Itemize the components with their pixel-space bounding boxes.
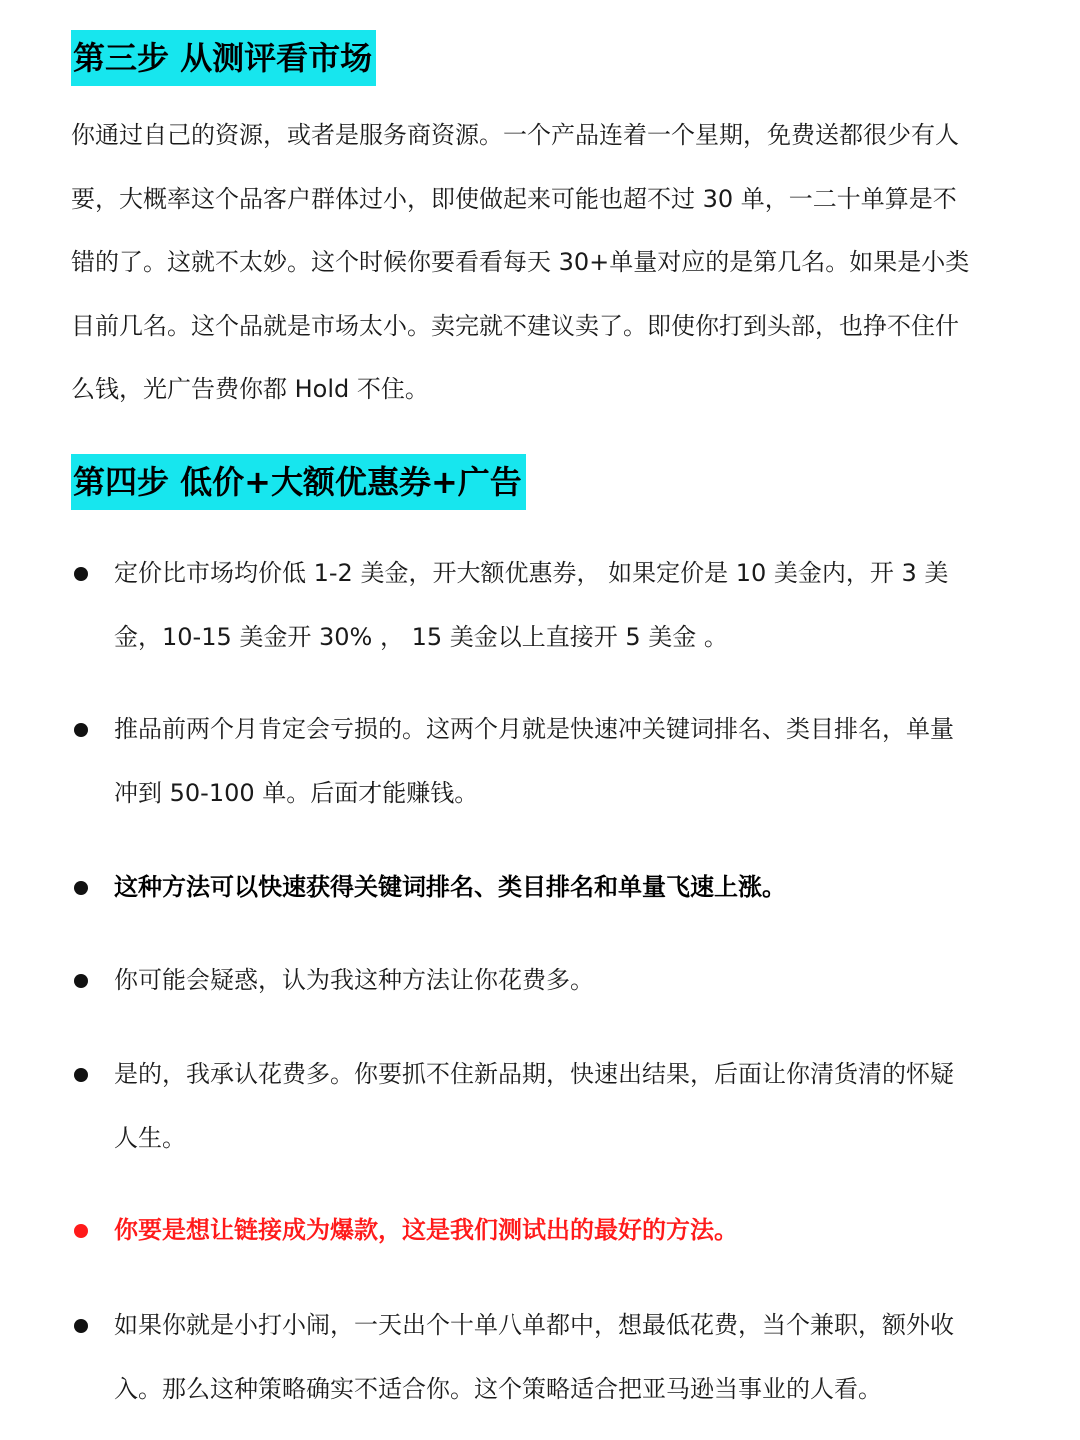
bullet-dot-icon — [74, 1319, 88, 1333]
bullet-text: 这种方法可以快速获得关键词排名、类目排名和单量飞速上涨。 — [114, 873, 786, 901]
bullet-text: 定价比市场均价低 1-2 美金，开大额优惠券， 如果定价是 10 美金内，开 3 美金，10-15 美金开 30% ， 15 美金以上直接开 5 美金 。 — [114, 559, 949, 651]
bullet-text: 你要是想让链接成为爆款，这是我们测试出的最好的方法。 — [114, 1216, 738, 1244]
bullet-dot-icon — [74, 1224, 88, 1238]
bullet-dot-icon — [74, 1068, 88, 1082]
section-3-heading: 第三步 从测评看市场 — [71, 30, 376, 86]
bullet-text: 推品前两个月肯定会亏损的。这两个月就是快速冲关键词排名、类目排名，单量冲到 50-100 单。后面才能赚钱。 — [114, 715, 954, 807]
bullet-dot-icon — [74, 974, 88, 988]
bullet-dot-icon — [74, 723, 88, 737]
bullet-text: 是的，我承认花费多。你要抓不住新品期，快速出结果，后面让你清货清的怀疑人生。 — [114, 1060, 954, 1152]
section-3-paragraph: 你通过自己的资源，或者是服务商资源。一个产品连着一个星期，免费送都很少有人要，大概率这个品客户群体过小，即使做起来可能也超不过 30 单，一二十单算是不错的了。这就不太妙。这个时候你要看看每天 30+单量对应的是第几名。如果是小类目前几名。这个品就是市场太小。卖完就不建议卖了。即使你打到头部，也挣不住什么钱，光广告费你都 Hold 不住。 — [71, 121, 970, 403]
bullet-dot-icon — [74, 567, 88, 581]
bullet-text: 如果你就是小打小闹，一天出个十单八单都中，想最低花费，当个兼职，额外收入。那么这种策略确实不适合你。这个策略适合把亚马逊当事业的人看。 — [114, 1311, 954, 1403]
section-4-heading: 第四步 低价+大额优惠券+广告 — [71, 454, 526, 510]
bullet-dot-icon — [74, 881, 88, 895]
bullet-text: 你可能会疑惑，认为我这种方法让你花费多。 — [114, 966, 594, 994]
